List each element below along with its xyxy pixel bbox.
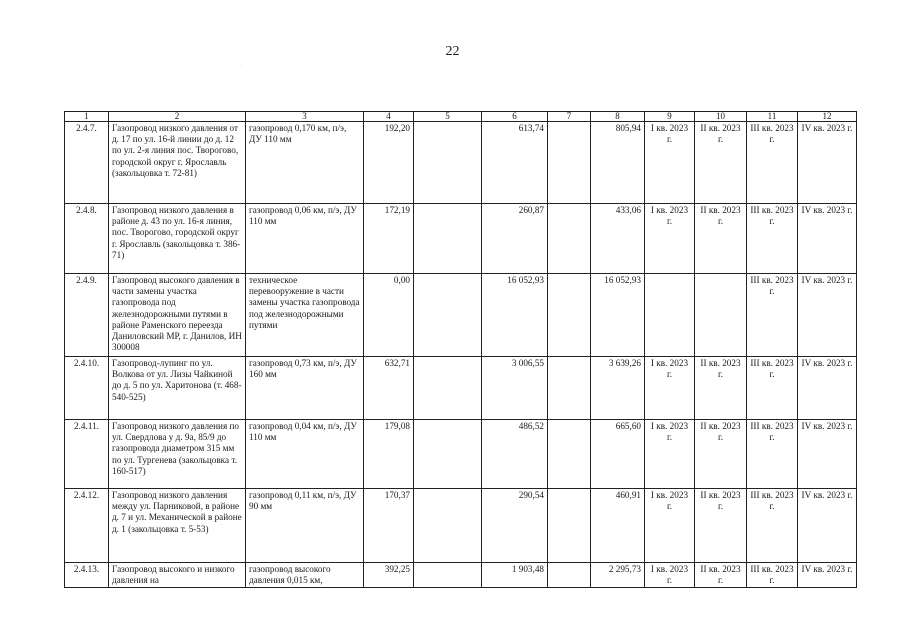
quarter-col-9: I кв. 2023 г. (645, 357, 695, 420)
column-number: 11 (747, 112, 798, 122)
quarter-col-12: IV кв. 2023 г. (798, 122, 857, 204)
row-number: 2.4.11. (65, 420, 109, 489)
column-number-row (65, 112, 857, 122)
quarter-col-12: IV кв. 2023 г. (798, 420, 857, 489)
quarter-col-9: I кв. 2023 г. (645, 122, 695, 204)
table-row (65, 204, 857, 274)
quarter-col-10: II кв. 2023 г. (695, 420, 747, 489)
value-col-8: 2 295,73 (591, 563, 645, 588)
object-description: газопровод высокого давления 0,015 км, (246, 563, 364, 588)
value-col-7 (548, 204, 591, 274)
quarter-col-10: II кв. 2023 г. (695, 489, 747, 563)
value-col-7 (548, 420, 591, 489)
quarter-col-9: I кв. 2023 г. (645, 204, 695, 274)
value-col-4: 172,19 (364, 204, 414, 274)
value-col-6: 16 052,93 (482, 274, 548, 357)
object-name: Газопровод-лупинг по ул. Волкова от ул. Лизы Чайкиной до д. 5 по ул. Харитонова (т. 468-540-525) (109, 357, 246, 420)
value-col-4: 632,71 (364, 357, 414, 420)
object-description: газопровод 0,73 км, п/э, ДУ 160 мм (246, 357, 364, 420)
value-col-7 (548, 122, 591, 204)
quarter-col-11: III кв. 2023 г. (747, 204, 798, 274)
column-number: 3 (246, 112, 364, 122)
object-name: Газопровод низкого давления по ул. Свердлова у д. 9а, 85/9 до газопровода диаметром 315 мм по ул. Тургенева (закольцовка т. 160-517) (109, 420, 246, 489)
column-number: 9 (645, 112, 695, 122)
value-col-5 (414, 489, 482, 563)
object-description: газопровод 0,04 км, п/э, ДУ 110 мм (246, 420, 364, 489)
quarter-col-10 (695, 274, 747, 357)
quarter-col-10: II кв. 2023 г. (695, 563, 747, 588)
table-body (65, 112, 857, 588)
value-col-4: 192,20 (364, 122, 414, 204)
value-col-6: 290,54 (482, 489, 548, 563)
object-name: Газопровод высокого давления в части замены участка газопровода под железнодорожными путями в районе Раменского переезда Даниловский МР, г. Данилов, ИН 300008 (109, 274, 246, 357)
object-description: техническое перевооружение в части замены участка газопровода под железнодорожными путями (246, 274, 364, 357)
value-col-5 (414, 274, 482, 357)
value-col-4: 0,00 (364, 274, 414, 357)
table-row (65, 420, 857, 489)
table-row (65, 122, 857, 204)
value-col-7 (548, 489, 591, 563)
column-number: 5 (414, 112, 482, 122)
quarter-col-12: IV кв. 2023 г. (798, 563, 857, 588)
table-row (65, 489, 857, 563)
row-number: 2.4.8. (65, 204, 109, 274)
column-number: 1 (65, 112, 109, 122)
value-col-7 (548, 563, 591, 588)
column-number: 7 (548, 112, 591, 122)
quarter-col-9: I кв. 2023 г. (645, 563, 695, 588)
quarter-col-11: III кв. 2023 г. (747, 420, 798, 489)
quarter-col-9: I кв. 2023 г. (645, 420, 695, 489)
quarter-col-11: III кв. 2023 г. (747, 489, 798, 563)
quarter-col-12: IV кв. 2023 г. (798, 357, 857, 420)
table-row (65, 274, 857, 357)
quarter-col-9: I кв. 2023 г. (645, 489, 695, 563)
row-number: 2.4.7. (65, 122, 109, 204)
object-description: газопровод 0,11 км, п/э, ДУ 90 мм (246, 489, 364, 563)
quarter-col-11: III кв. 2023 г. (747, 122, 798, 204)
investment-table (64, 111, 857, 588)
table-row (65, 563, 857, 588)
row-number: 2.4.10. (65, 357, 109, 420)
value-col-8: 460,91 (591, 489, 645, 563)
value-col-4: 392,25 (364, 563, 414, 588)
column-number: 10 (695, 112, 747, 122)
column-number: 2 (109, 112, 246, 122)
value-col-6: 260,87 (482, 204, 548, 274)
column-number: 4 (364, 112, 414, 122)
row-number: 2.4.12. (65, 489, 109, 563)
value-col-6: 486,52 (482, 420, 548, 489)
value-col-8: 3 639,26 (591, 357, 645, 420)
value-col-7 (548, 357, 591, 420)
quarter-col-10: II кв. 2023 г. (695, 357, 747, 420)
quarter-col-12: IV кв. 2023 г. (798, 489, 857, 563)
object-description: газопровод 0,06 км, п/э, ДУ 110 мм (246, 204, 364, 274)
value-col-4: 170,37 (364, 489, 414, 563)
value-col-5 (414, 204, 482, 274)
object-name: Газопровод низкого давления в районе д. 43 по ул. 16-я линия, пос. Творогово, городской округ г. Ярославль (закольцовка т. 386-71) (109, 204, 246, 274)
table-row (65, 357, 857, 420)
column-number: 12 (798, 112, 857, 122)
value-col-8: 805,94 (591, 122, 645, 204)
quarter-col-10: II кв. 2023 г. (695, 122, 747, 204)
quarter-col-11: III кв. 2023 г. (747, 563, 798, 588)
value-col-5 (414, 357, 482, 420)
object-description: газопровод 0,170 км, п/э, ДУ 110 мм (246, 122, 364, 204)
quarter-col-11: III кв. 2023 г. (747, 274, 798, 357)
quarter-col-9 (645, 274, 695, 357)
object-name: Газопровод низкого давления между ул. Парниковой, в районе д. 7 и ул. Механической в районе д. 1 (закольцовка т. 5-53) (109, 489, 246, 563)
value-col-6: 613,74 (482, 122, 548, 204)
value-col-5 (414, 563, 482, 588)
quarter-col-10: II кв. 2023 г. (695, 204, 747, 274)
value-col-5 (414, 420, 482, 489)
object-name: Газопровод низкого давления от д. 17 по ул. 16-й линии до д. 12 по ул. 2-я линия пос. Творогово, городской округ г. Ярославль (закольцовка т. 72-81) (109, 122, 246, 204)
value-col-7 (548, 274, 591, 357)
value-col-8: 433,06 (591, 204, 645, 274)
value-col-4: 179,08 (364, 420, 414, 489)
column-number: 8 (591, 112, 645, 122)
row-number: 2.4.13. (65, 563, 109, 588)
value-col-8: 665,60 (591, 420, 645, 489)
value-col-6: 1 903,48 (482, 563, 548, 588)
value-col-8: 16 052,93 (591, 274, 645, 357)
scan-mark: · (241, 64, 243, 69)
value-col-5 (414, 122, 482, 204)
row-number: 2.4.9. (65, 274, 109, 357)
column-number: 6 (482, 112, 548, 122)
value-col-6: 3 006,55 (482, 357, 548, 420)
quarter-col-12: IV кв. 2023 г. (798, 274, 857, 357)
object-name: Газопровод высокого и низкого давления на (109, 563, 246, 588)
page-number: 22 (445, 44, 460, 59)
quarter-col-12: IV кв. 2023 г. (798, 204, 857, 274)
quarter-col-11: III кв. 2023 г. (747, 357, 798, 420)
